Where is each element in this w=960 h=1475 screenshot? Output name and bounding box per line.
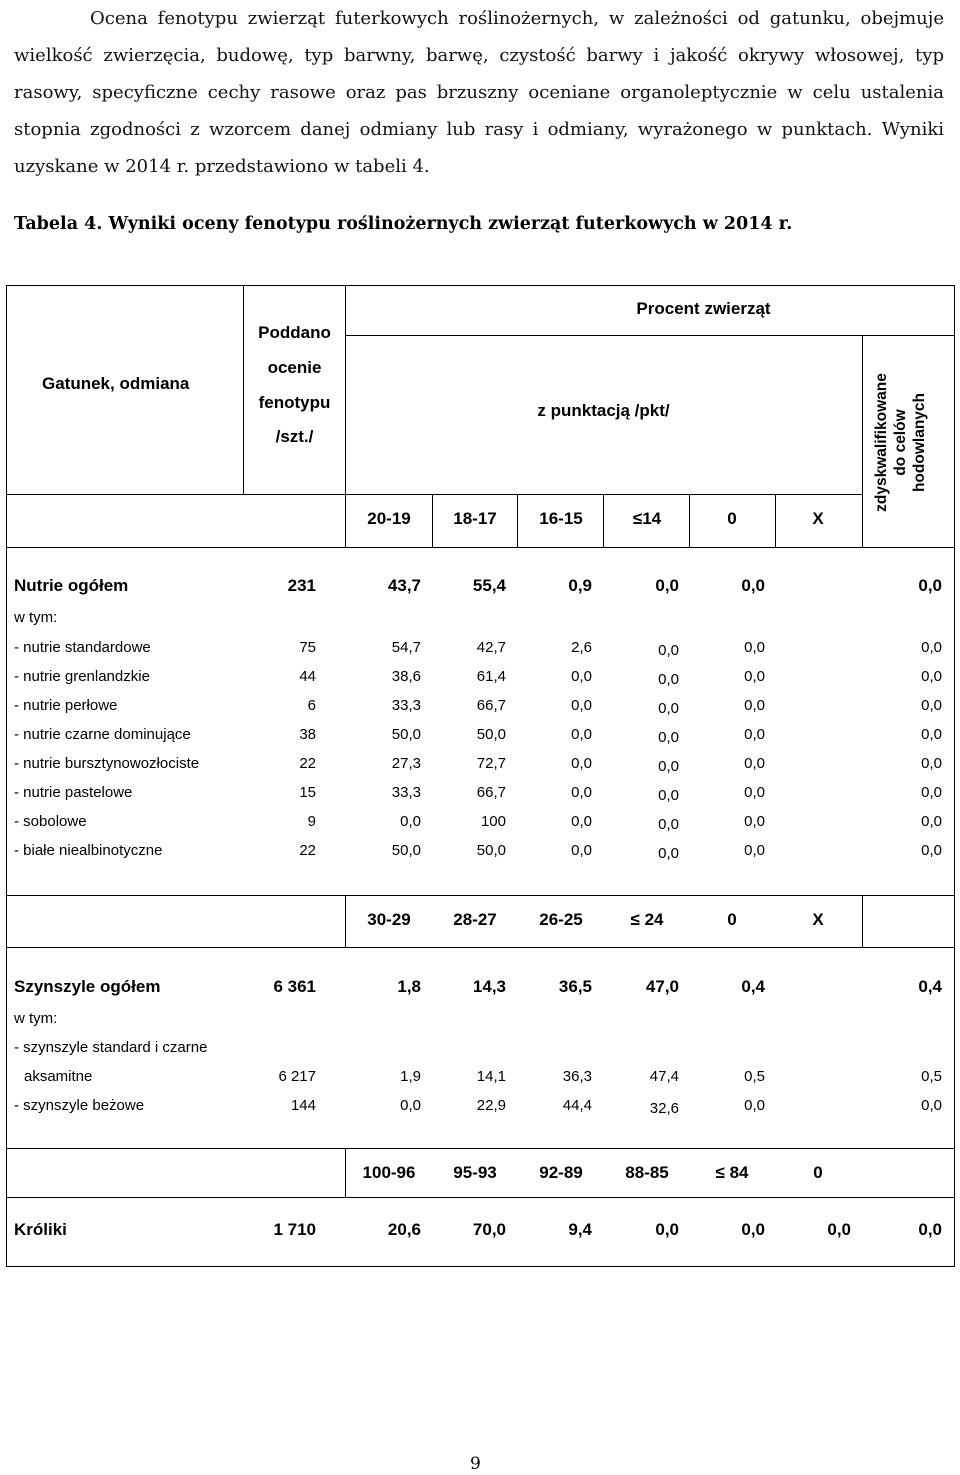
row-value: 6 217 <box>278 1068 316 1085</box>
total-value: 0,0 <box>918 1220 942 1239</box>
row-value: 38 <box>299 726 316 743</box>
row-value: 0,0 <box>744 726 765 743</box>
total-value: 6 361 <box>273 977 316 996</box>
range-header: 0 <box>727 910 737 929</box>
range-header: 95-93 <box>453 1163 497 1182</box>
row-value: 22 <box>299 755 316 772</box>
row-value: 0,0 <box>658 671 679 688</box>
row-value: 0,0 <box>744 842 765 859</box>
row-value: 14,1 <box>476 1068 506 1085</box>
w-tym-label: w tym: <box>14 609 58 626</box>
row-value: 0,0 <box>400 1097 421 1114</box>
row-value: 0,0 <box>921 784 942 801</box>
range-header: X <box>812 910 824 929</box>
table-border-bottom <box>6 1266 955 1267</box>
row-value: 0,0 <box>744 668 765 685</box>
total-value: 231 <box>287 576 316 595</box>
header-gatunek: Gatunek, odmiana <box>42 374 190 393</box>
range-header: 18-17 <box>453 509 497 528</box>
header-bottom <box>6 547 955 548</box>
row-value: 38,6 <box>391 668 421 685</box>
header-divider-h2 <box>6 494 345 495</box>
header-divider-h1 <box>345 335 955 336</box>
total-value: 0,0 <box>741 1220 765 1239</box>
row-value: 36,3 <box>562 1068 592 1085</box>
row-label: - białe niealbinotyczne <box>14 842 163 859</box>
row-value: 50,0 <box>476 842 506 859</box>
row-value: 0,0 <box>571 726 592 743</box>
row-value: 0,0 <box>571 813 592 830</box>
row-value: 0,0 <box>744 755 765 772</box>
total-value: 0,0 <box>827 1220 851 1239</box>
row-value: 66,7 <box>476 697 506 714</box>
total-value: 20,6 <box>387 1220 421 1239</box>
header-poddano-4: /szt./ <box>275 427 314 446</box>
row-value: 0,0 <box>571 842 592 859</box>
range-header: 30-29 <box>367 910 411 929</box>
header-poddano-1: Poddano <box>258 323 331 342</box>
range-header: 26-25 <box>539 910 583 929</box>
row-value: 0,0 <box>744 784 765 801</box>
row-value: 61,4 <box>476 668 506 685</box>
row-value: 47,4 <box>649 1068 679 1085</box>
total-value: 0,0 <box>655 576 679 595</box>
row-value: 0,0 <box>921 813 942 830</box>
total-value: 1 710 <box>273 1220 316 1239</box>
row-label: - nutrie standardowe <box>14 639 151 656</box>
row-value: 0,0 <box>571 697 592 714</box>
range-header: 28-27 <box>453 910 497 929</box>
total-value: 0,0 <box>918 576 942 595</box>
page-number: 9 <box>470 1454 481 1474</box>
range-header: 100-96 <box>362 1163 416 1182</box>
header-z-punktacja: z punktacją /pkt/ <box>537 401 670 420</box>
row-value: 50,0 <box>391 842 421 859</box>
range-header: ≤ 84 <box>715 1163 749 1182</box>
range-header: ≤ 24 <box>630 910 664 929</box>
range-header: 0 <box>813 1163 823 1182</box>
total-value: 14,3 <box>472 977 506 996</box>
range-header: X <box>812 509 824 528</box>
table-caption: Tabela 4. Wyniki oceny fenotypu roślinożernych zwierząt futerkowych w 2014 r. <box>14 214 793 234</box>
row-value: 144 <box>290 1097 316 1114</box>
total-row-label: Szynszyle ogółem <box>14 977 161 996</box>
row-value: 0,0 <box>744 639 765 656</box>
table-border-top <box>6 285 955 286</box>
total-value: 0,0 <box>655 1220 679 1239</box>
row-value: 0,0 <box>921 1097 942 1114</box>
row-value: 54,7 <box>391 639 421 656</box>
total-value: 0,9 <box>568 576 592 595</box>
row-value: 50,0 <box>476 726 506 743</box>
row-label: - szynszyle beżowe <box>14 1097 145 1114</box>
row-label: - sobolowe <box>14 813 87 830</box>
krol-range-bottom <box>6 1197 955 1198</box>
range-header: ≤14 <box>632 509 662 528</box>
total-value: 47,0 <box>645 977 679 996</box>
row-value: 72,7 <box>476 755 506 772</box>
row-value: 44,4 <box>562 1097 592 1114</box>
range-header: 92-89 <box>539 1163 583 1182</box>
header-poddano-3: fenotypu <box>258 393 331 412</box>
total-value: 70,0 <box>472 1220 506 1239</box>
row-value: 0,0 <box>921 697 942 714</box>
row-label: - nutrie perłowe <box>14 697 118 714</box>
total-value: 1,8 <box>397 977 421 996</box>
zdysk-line-2: do celów <box>892 409 909 476</box>
zdysk-line-3: hodowlanych <box>911 392 928 493</box>
row-value: 15 <box>299 784 316 801</box>
table-border-left <box>6 285 7 1267</box>
row-label: - nutrie czarne dominujące <box>14 726 191 743</box>
row-value: 0,0 <box>744 813 765 830</box>
row-value: 22,9 <box>476 1097 506 1114</box>
row-value: 0,0 <box>658 758 679 775</box>
row-value: 0,0 <box>658 700 679 717</box>
total-value: 43,7 <box>387 576 421 595</box>
row-value: 0,0 <box>658 816 679 833</box>
row-value: 9 <box>307 813 316 830</box>
row-value: 6 <box>307 697 316 714</box>
szyn-range-bottom <box>6 947 955 948</box>
row-value: 0,0 <box>571 668 592 685</box>
row-value: 0,0 <box>571 784 592 801</box>
row-value: 1,9 <box>400 1068 421 1085</box>
row-value: 0,0 <box>921 639 942 656</box>
total-value: 0,4 <box>741 977 765 996</box>
row-value: 33,3 <box>391 697 421 714</box>
row-value: 0,5 <box>744 1068 765 1085</box>
row-value: 27,3 <box>391 755 421 772</box>
row-value: 0,0 <box>400 813 421 830</box>
row-value: 0,0 <box>658 642 679 659</box>
total-value: 9,4 <box>568 1220 592 1239</box>
header-procent: Procent zwierząt <box>636 299 771 318</box>
range-header: 88-85 <box>625 1163 669 1182</box>
row-value: 0,0 <box>921 755 942 772</box>
row-value: 33,3 <box>391 784 421 801</box>
row-label: - nutrie pastelowe <box>14 784 133 801</box>
row-value: 0,0 <box>744 1097 765 1114</box>
row-value: 0,0 <box>658 729 679 746</box>
range-header: 16-15 <box>539 509 583 528</box>
table-border-right <box>954 285 955 1267</box>
total-value: 0,0 <box>741 576 765 595</box>
row-value: 75 <box>299 639 316 656</box>
nutrie-bottom <box>6 895 955 896</box>
row-value: 100 <box>480 813 506 830</box>
row-value: 0,0 <box>744 697 765 714</box>
range-header: 0 <box>727 509 737 528</box>
row-value: 0,0 <box>921 842 942 859</box>
row-label: - szynszyle standard i czarne <box>14 1039 208 1056</box>
row-value: 0,0 <box>658 845 679 862</box>
row-value: 0,0 <box>921 726 942 743</box>
total-row-label: Króliki <box>14 1220 67 1239</box>
total-value: 55,4 <box>472 576 506 595</box>
header-divider-v1 <box>243 285 244 495</box>
row-value: 44 <box>299 668 316 685</box>
row-label: - nutrie bursztynowozłociste <box>14 755 200 772</box>
row-value: 22 <box>299 842 316 859</box>
intro-paragraph: Ocena fenotypu zwierząt futerkowych roślinożernych, w zależności od gatunku, obejmuje wielkość zwierzęcia, budowę, typ barwny, barwę, czystość barwy i jakość okrywy włosowej, typ rasowy, specyficzne cechy rasowe oraz pas brzuszny oceniane organoleptycznie w celu ustalenia stopnia zgodności z wzorcem danej odmiany lub rasy i odmiany, wyrażonego w punktach. Wyniki uzyskane w 2014 r. przedstawiono w tabeli 4. <box>14 8 944 177</box>
row-value: 50,0 <box>391 726 421 743</box>
total-value: 36,5 <box>558 977 592 996</box>
total-value: 0,4 <box>918 977 942 996</box>
row-value: 0,0 <box>571 755 592 772</box>
total-row-label: Nutrie ogółem <box>14 576 129 595</box>
row-value: 32,6 <box>649 1100 679 1117</box>
w-tym-label: w tym: <box>14 1010 58 1027</box>
row-label: - nutrie grenlandzkie <box>14 668 150 685</box>
row-value: 0,0 <box>921 668 942 685</box>
row-value: 42,7 <box>476 639 506 656</box>
row-value: 0,0 <box>658 787 679 804</box>
zdysk-line-1: zdyskwalifikowane <box>873 373 890 512</box>
row-value: 0,5 <box>921 1068 942 1085</box>
row-value: 2,6 <box>571 639 592 656</box>
row-value: 66,7 <box>476 784 506 801</box>
row-label-cont: aksamitne <box>24 1068 93 1085</box>
header-poddano-2: ocenie <box>267 358 322 377</box>
szyn-bottom <box>6 1148 955 1149</box>
range-header: 20-19 <box>367 509 411 528</box>
